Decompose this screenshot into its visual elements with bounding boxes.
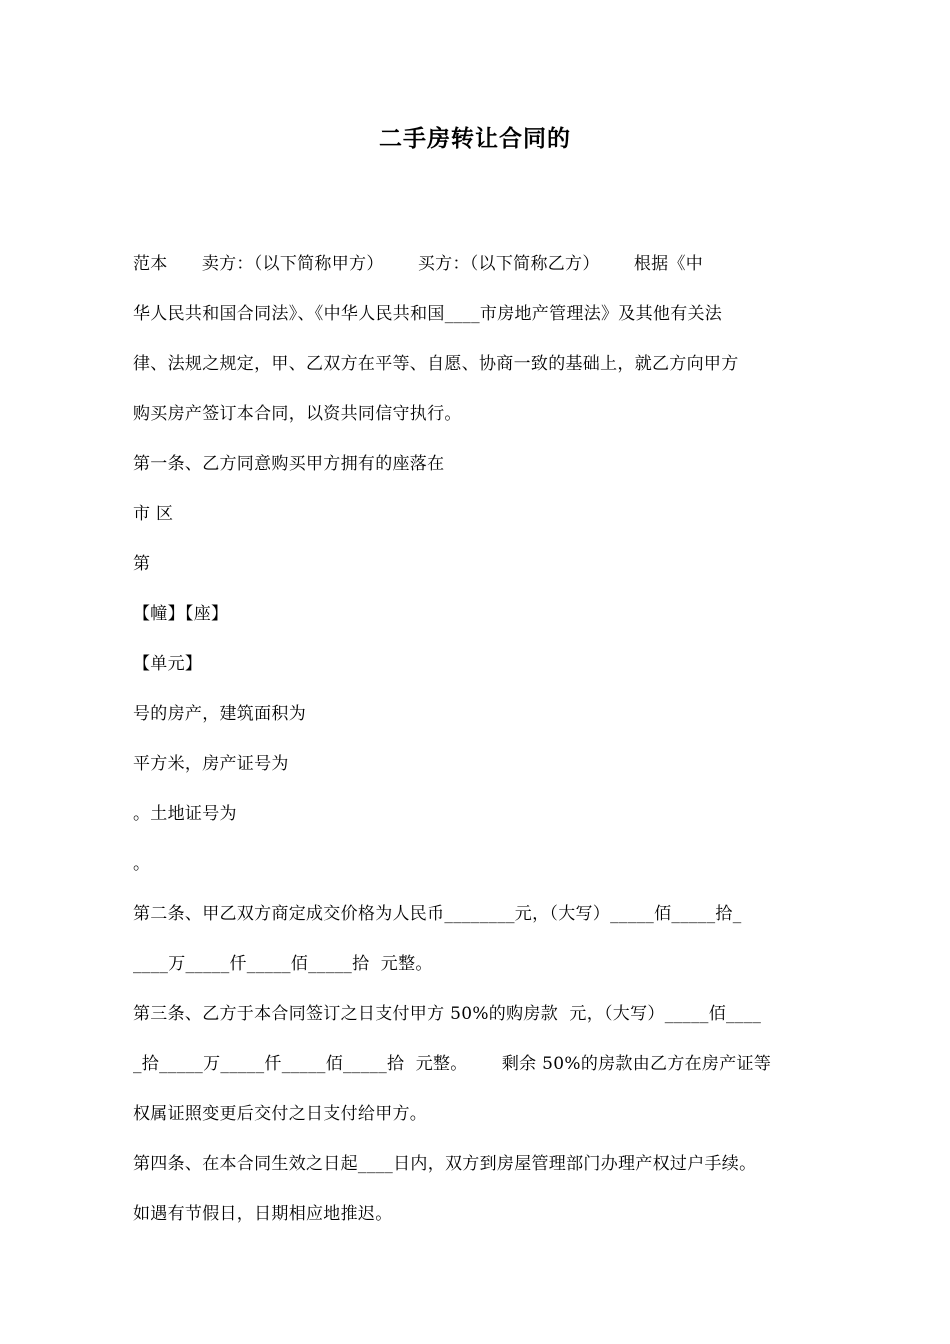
article-1-unit: 【单元】 [133,654,203,674]
contract-body [133,239,833,1239]
article-3-line-3: 权属证照变更后交付之日支付给甲方。 [133,1104,428,1124]
article-1-line-1: 第一条、乙方同意购买甲方拥有的座落在 [133,454,445,474]
body-line-1: 范本 卖方：（以下简称甲方） 买方：（以下简称乙方） 根据《中 [133,254,704,274]
body-line-4: 购买房产签订本合同，以资共同信守执行。 [133,404,462,424]
article-1-city-district: 市 区 [133,504,174,524]
article-1-land-certificate: 。土地证号为 [133,804,237,824]
article-1-number: 第 [133,554,151,574]
body-line-2: 华人民共和国合同法》、《中华人民共和国____市房地产管理法》及其他有关法 [133,304,723,324]
body-line-3: 律、法规之规定，甲、乙双方在平等、自愿、协商一致的基础上，就乙方向甲方 [133,354,739,374]
article-1-building: 【幢】【座】 [133,604,229,624]
article-2-line-2: ____万_____仟_____佰_____拾 元整。 [133,954,433,974]
document-title: 二手房转让合同的 [379,126,571,152]
article-3-line-1: 第三条、乙方于本合同签订之日支付甲方 50%的购房款 元，（大写）_____佰____ [133,1004,762,1024]
article-4-line-1: 第四条、在本合同生效之日起____日内，双方到房屋管理部门办理产权过户手续。 [133,1154,757,1174]
article-1-area: 号的房产，建筑面积为 [133,704,306,724]
article-1-end: 。 [133,854,151,874]
article-2-line-1: 第二条、甲乙双方商定成交价格为人民币________元，（大写）_____佰_____拾_ [133,904,742,924]
article-4-line-2: 如遇有节假日，日期相应地推迟。 [133,1204,393,1224]
article-1-certificate: 平方米，房产证号为 [133,754,289,774]
article-3-line-2: _拾_____万_____仟_____佰_____拾 元整。 剩余 50%的房款由乙方在房产证等 [133,1054,772,1074]
